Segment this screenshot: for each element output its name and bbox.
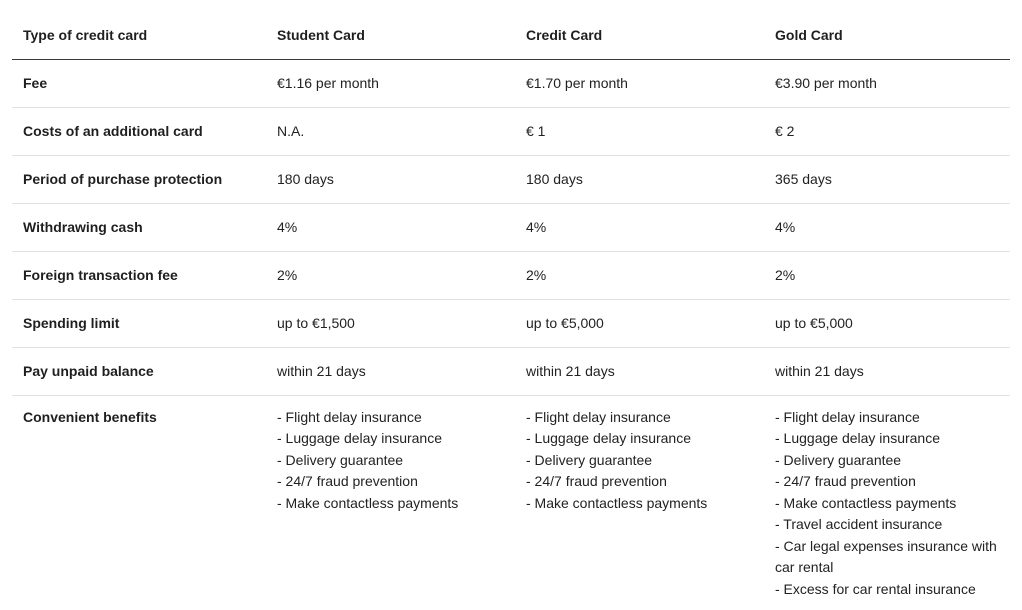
benefit-item: - Delivery guarantee [775, 451, 902, 468]
cell-student-additional-card: N.A. [266, 107, 515, 155]
table-row [12, 155, 1010, 203]
table-row [12, 251, 1010, 299]
benefit-item: - Luggage delay insurance [277, 430, 443, 446]
cell-credit-benefits [515, 395, 764, 600]
header-student-card: Student Card [266, 12, 515, 59]
row-label-spending-limit: Spending limit [12, 299, 266, 347]
cell-credit-spending-limit: up to €5,000 [515, 299, 764, 347]
cell-student-benefits [266, 395, 515, 600]
header-row [12, 12, 1010, 59]
row-label-additional-card: Costs of an additional card [12, 107, 266, 155]
benefit-item: - 24/7 fraud prevention [277, 473, 418, 489]
cell-student-foreign-fee: 2% [266, 251, 515, 299]
table-row [12, 395, 1010, 600]
row-label-withdrawing-cash: Withdrawing cash [12, 203, 266, 251]
benefit-item: - Car legal expenses insurance with car rental [775, 537, 997, 575]
cell-credit-pay-balance: within 21 days [515, 347, 764, 395]
cell-gold-foreign-fee: 2% [764, 251, 1010, 299]
benefit-item: - Travel accident insurance [775, 516, 943, 532]
benefit-item: - 24/7 fraud prevention [775, 473, 916, 489]
cell-student-spending-limit: up to €1,500 [266, 299, 515, 347]
table-row [12, 107, 1010, 155]
header-credit-card: Credit Card [515, 12, 764, 59]
cell-credit-foreign-fee: 2% [515, 251, 764, 299]
credit-card-comparison-table [12, 12, 1010, 600]
cell-credit-purchase-protection: 180 days [515, 155, 764, 203]
cell-gold-purchase-protection: 365 days [764, 155, 1010, 203]
benefit-item: - Make contactless payments [775, 494, 957, 511]
cell-gold-additional-card: € 2 [764, 107, 1010, 155]
table-row [12, 299, 1010, 347]
row-label-fee: Fee [12, 59, 266, 107]
table-row [12, 59, 1010, 107]
benefit-item: - Luggage delay insurance [775, 430, 941, 446]
cell-gold-benefits [764, 395, 1010, 600]
header-gold-card: Gold Card [764, 12, 1010, 59]
row-label-purchase-protection: Period of purchase protection [12, 155, 266, 203]
benefit-item: - Delivery guarantee [526, 451, 653, 468]
benefit-item: - Luggage delay insurance [526, 430, 692, 446]
benefit-item: - Flight delay insurance [775, 408, 920, 425]
benefit-item: - 24/7 fraud prevention [526, 473, 667, 489]
cell-gold-pay-balance: within 21 days [764, 347, 1010, 395]
row-label-pay-unpaid-balance: Pay unpaid balance [12, 347, 266, 395]
cell-gold-withdrawing-cash: 4% [764, 203, 1010, 251]
cell-gold-fee: €3.90 per month [764, 59, 1010, 107]
benefit-item: - Flight delay insurance [277, 408, 422, 425]
row-label-convenient-benefits: Convenient benefits [23, 408, 157, 425]
cell-student-purchase-protection: 180 days [266, 155, 515, 203]
row-label-foreign-transaction-fee: Foreign transaction fee [12, 251, 266, 299]
cell-student-fee: €1.16 per month [266, 59, 515, 107]
cell-credit-fee: €1.70 per month [515, 59, 764, 107]
benefit-item: - Delivery guarantee [277, 451, 404, 468]
cell-credit-withdrawing-cash: 4% [515, 203, 764, 251]
benefit-item: - Flight delay insurance [526, 408, 671, 425]
benefit-item: - Make contactless payments [526, 494, 708, 511]
table-row [12, 347, 1010, 395]
benefit-item: - Excess for car rental insurance [775, 580, 976, 597]
cell-student-pay-balance: within 21 days [266, 347, 515, 395]
cell-student-withdrawing-cash: 4% [266, 203, 515, 251]
benefit-item: - Make contactless payments [277, 494, 459, 511]
header-type-of-credit-card: Type of credit card [12, 12, 266, 59]
cell-gold-spending-limit: up to €5,000 [764, 299, 1010, 347]
table-row [12, 203, 1010, 251]
cell-credit-additional-card: € 1 [515, 107, 764, 155]
